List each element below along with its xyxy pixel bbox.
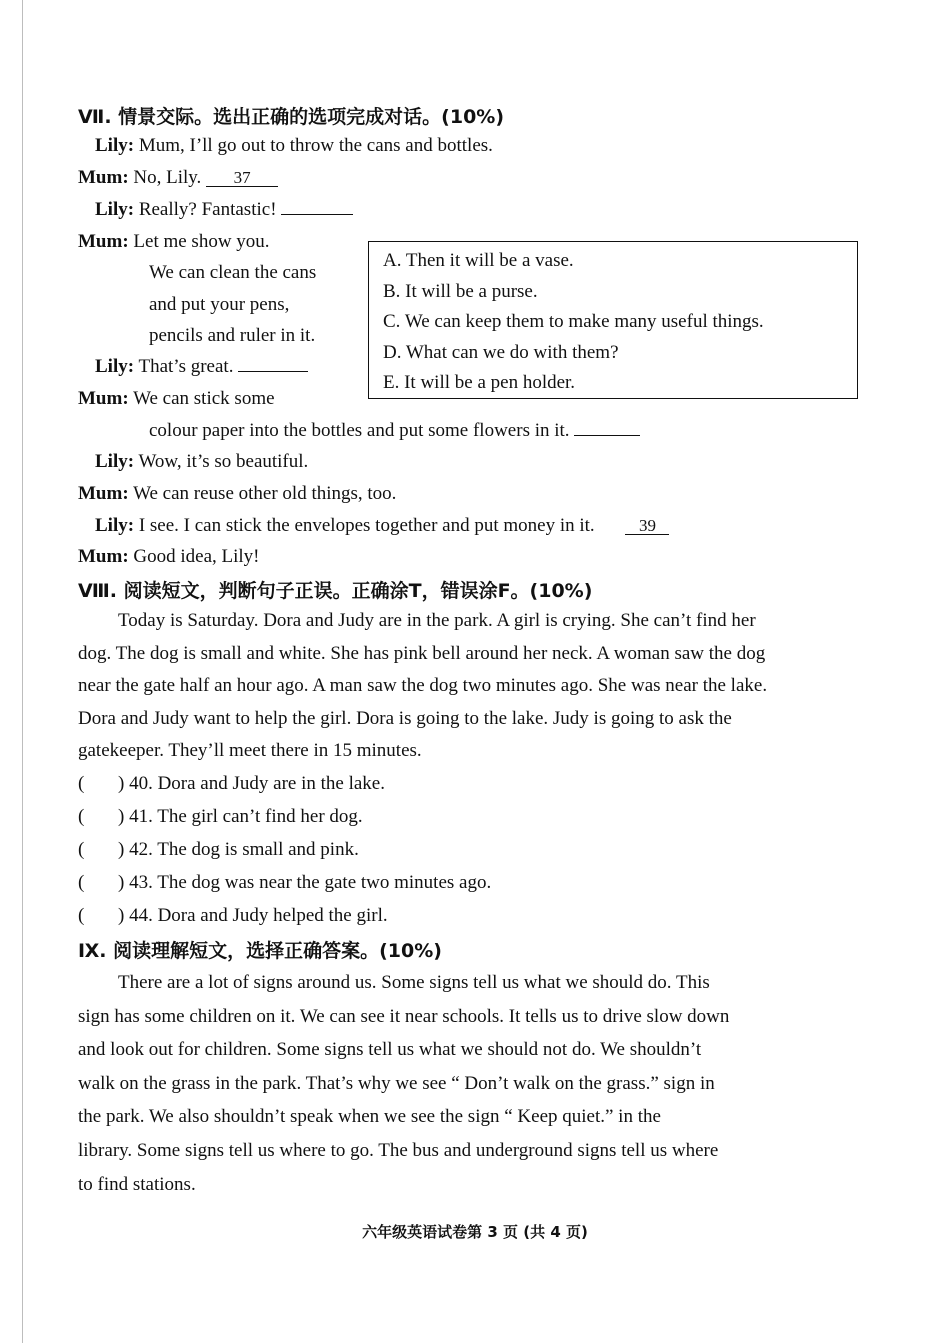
options-box xyxy=(368,241,858,399)
answer-blank-39[interactable]: 39 xyxy=(625,518,669,535)
option-a: A. Then it will be a vase. xyxy=(383,250,574,271)
speaker: Lily: xyxy=(95,199,135,220)
answer-paren[interactable]: ( xyxy=(78,872,85,893)
passage-line: and look out for children. Some signs tell us what we should not do. We shouldn’t xyxy=(78,1039,702,1061)
dialogue-line-9 xyxy=(78,387,275,411)
passage-line: sign has some children on it. We can see it near schools. It tells us to drive slow down xyxy=(78,1005,730,1027)
passage-line: to find stations. xyxy=(78,1173,196,1195)
section-8-passage xyxy=(78,605,868,768)
dialogue-line-8 xyxy=(95,355,308,379)
speaker: Mum: xyxy=(78,231,129,252)
dialogue-line-6: and put your pens, xyxy=(149,294,290,315)
dialogue-line-7: pencils and ruler in it. xyxy=(149,325,316,346)
passage-line: gatekeeper. They’ll meet there in 15 minutes. xyxy=(78,740,422,761)
speaker: Mum: xyxy=(78,546,129,567)
dialogue-text: Let me show you. xyxy=(133,231,270,252)
speaker: Lily: xyxy=(95,515,135,536)
passage-line: library. Some signs tell us where to go. The bus and underground signs tell us where xyxy=(78,1139,719,1161)
dialogue-text: Good idea, Lily! xyxy=(133,546,260,567)
speaker: Lily: xyxy=(95,451,135,472)
passage-line: walk on the grass in the park. That’s why we see “ Don’t walk on the grass.” sign in xyxy=(78,1072,715,1094)
tf-statement: ) 44. Dora and Judy helped the girl. xyxy=(118,905,388,926)
answer-paren[interactable]: ( xyxy=(78,905,85,926)
dialogue-text: I see. I can stick the envelopes together and put money in it. xyxy=(138,515,595,536)
answer-blank-38[interactable] xyxy=(281,198,353,215)
option-c: C. We can keep them to make many useful things. xyxy=(383,311,764,332)
dialogue-line-14 xyxy=(78,545,260,569)
passage-line: Dora and Judy want to help the girl. Dora is going to the lake. Judy is going to ask the xyxy=(78,707,732,729)
page-footer: 六年级英语试卷第 3 页 (共 4 页) xyxy=(362,1223,588,1241)
answer-blank-37[interactable]: 37 xyxy=(206,170,278,187)
dialogue-text: Really? Fantastic! xyxy=(138,199,277,220)
speaker: Mum: xyxy=(78,483,129,504)
tf-item-42 xyxy=(78,838,359,862)
dialogue-text: No, Lily. xyxy=(133,167,202,188)
option-b: B. It will be a purse. xyxy=(383,281,538,302)
section-9-passage xyxy=(78,966,868,1201)
answer-paren[interactable]: ( xyxy=(78,773,85,794)
tf-item-44 xyxy=(78,904,388,928)
passage-line: dog. The dog is small and white. She has pink bell around her neck. A woman saw the dog xyxy=(78,642,766,664)
tf-statement: ) 41. The girl can’t find her dog. xyxy=(118,806,363,827)
answer-paren[interactable]: ( xyxy=(78,839,85,860)
dialogue-text: Wow, it’s so beautiful. xyxy=(138,451,309,472)
dialogue-line-13 xyxy=(95,514,669,538)
dialogue-line-12 xyxy=(78,482,396,506)
answer-paren[interactable]: ( xyxy=(78,806,85,827)
answer-blank-38c[interactable] xyxy=(574,419,640,436)
passage-line: near the gate half an hour ago. A man saw the dog two minutes ago. She was near the lake. xyxy=(78,675,768,696)
tf-statement: ) 42. The dog is small and pink. xyxy=(118,839,359,860)
dialogue-line-4 xyxy=(78,230,270,254)
option-e: E. It will be a pen holder. xyxy=(383,372,576,393)
section-7-heading: Ⅶ. 情景交际。选出正确的选项完成对话。(10%) xyxy=(78,106,505,128)
answer-blank-38b[interactable] xyxy=(238,355,308,372)
dialogue-text: That’s great. xyxy=(138,356,234,377)
passage-line: There are a lot of signs around us. Some signs tell us what we should do. This xyxy=(118,972,710,993)
speaker: Mum: xyxy=(78,388,129,409)
tf-item-40 xyxy=(78,772,385,796)
speaker: Lily: xyxy=(95,356,135,377)
tf-item-43 xyxy=(78,871,491,895)
dialogue-text: We can reuse other old things, too. xyxy=(133,483,397,504)
dialogue-text: colour paper into the bottles and put some flowers in it. xyxy=(149,420,570,441)
dialogue-text: Mum, I’ll go out to throw the cans and bottles. xyxy=(138,135,493,156)
tf-item-41 xyxy=(78,805,363,829)
dialogue-line-2 xyxy=(78,166,278,190)
dialogue-line-10 xyxy=(149,419,640,443)
dialogue-line-5: We can clean the cans xyxy=(149,262,317,283)
section-8-heading: Ⅷ. 阅读短文，判断句子正误。正确涂T，错误涂F。(10%) xyxy=(78,580,593,602)
section-9-heading: Ⅸ. 阅读理解短文，选择正确答案。(10%) xyxy=(78,940,442,962)
option-d: D. What can we do with them? xyxy=(383,342,619,363)
dialogue-line-11 xyxy=(95,450,308,474)
speaker: Mum: xyxy=(78,167,129,188)
passage-line: the park. We also shouldn’t speak when we see the sign “ Keep quiet.” in the xyxy=(78,1106,661,1128)
tf-statement: ) 43. The dog was near the gate two minutes ago. xyxy=(118,872,492,893)
dialogue-line-3 xyxy=(95,198,353,222)
passage-line: Today is Saturday. Dora and Judy are in the park. A girl is crying. She can’t find her xyxy=(118,610,756,631)
dialogue-text: We can stick some xyxy=(133,388,275,409)
tf-statement: ) 40. Dora and Judy are in the lake. xyxy=(118,773,385,794)
speaker: Lily: xyxy=(95,135,135,156)
dialogue-line-1 xyxy=(95,134,493,158)
